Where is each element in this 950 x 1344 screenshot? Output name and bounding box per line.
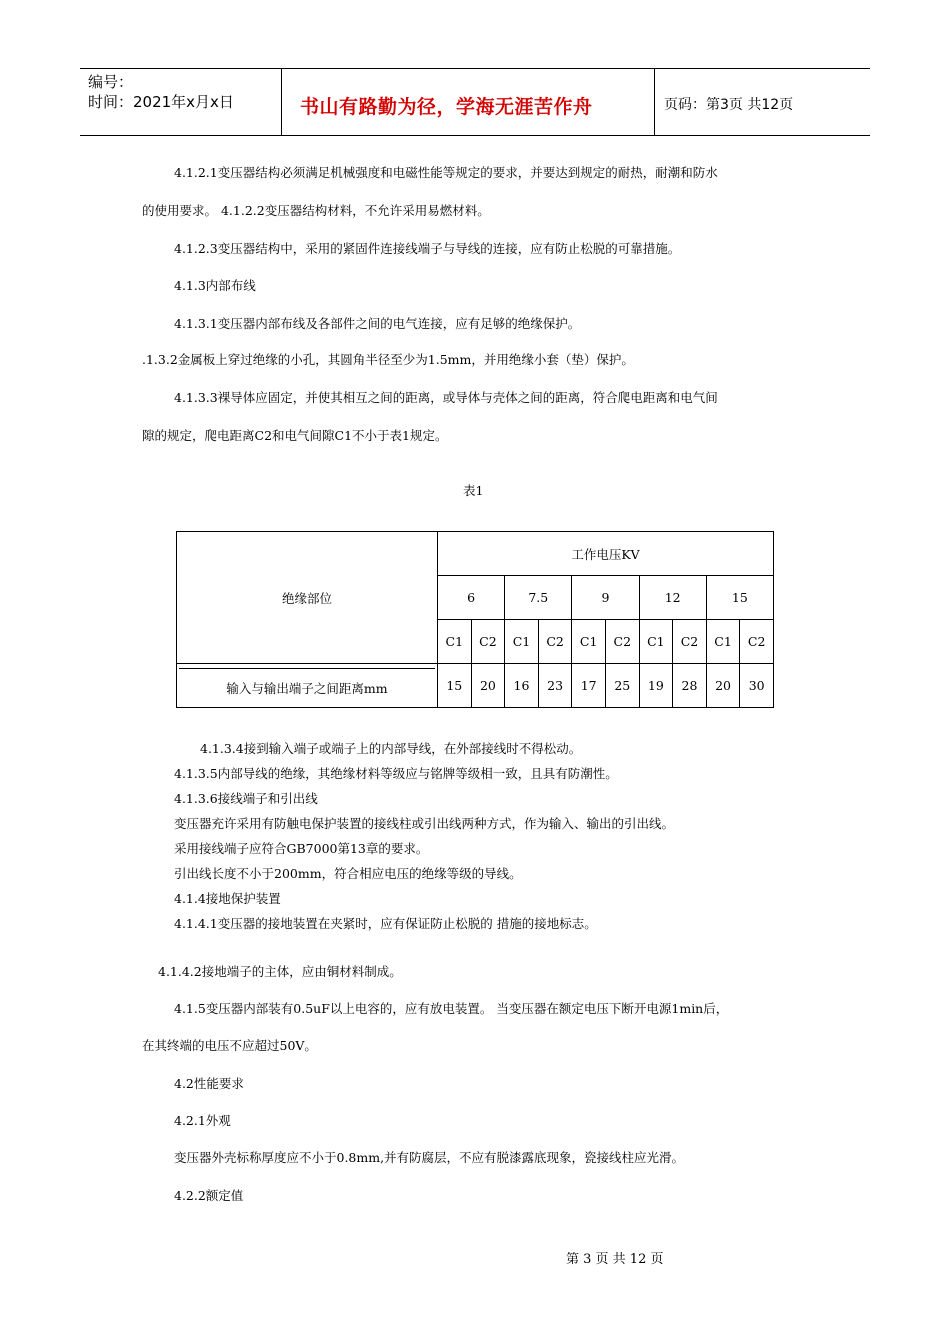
header-divider-right xyxy=(654,68,655,136)
subheader-cell: C2 xyxy=(740,620,774,664)
header-bottom-rule xyxy=(80,135,870,136)
page-footer: 第 3 页 共 12 页 xyxy=(566,1252,664,1267)
value-cell: 15 xyxy=(438,664,472,708)
paragraph: 采用接线端子应符合GB7000第13章的要求。 xyxy=(174,841,429,856)
clearance-table xyxy=(176,531,774,708)
subheader-cell: C1 xyxy=(706,620,740,664)
row-label-cell xyxy=(177,664,438,708)
table-caption: 表1 xyxy=(463,483,484,498)
paragraph: 4.1.3.3裸导体应固定，并使其相互之间的距离，或导体与壳体之间的距离，符合爬电距离和电气间 xyxy=(174,390,718,405)
voltage-cell: 7.5 xyxy=(505,576,572,620)
paragraph: 变压器外壳标称厚度应不小于0.8mm,并有防腐层，不应有脱漆露底现象，瓷接线柱应光滑。 xyxy=(174,1150,685,1165)
subheader-cell: C1 xyxy=(438,620,472,664)
value-cell: 25 xyxy=(605,664,639,708)
header-top-rule xyxy=(80,68,870,69)
subheader-cell: C2 xyxy=(471,620,505,664)
value-cell: 20 xyxy=(706,664,740,708)
paragraph: 隙的规定，爬电距离C2和电气间隙C1不小于表1规定。 xyxy=(142,428,448,443)
section-heading: 4.1.3内部布线 xyxy=(174,278,256,293)
voltage-cell: 15 xyxy=(706,576,773,620)
header-divider-left xyxy=(281,68,282,136)
subheader-cell: C2 xyxy=(673,620,707,664)
paragraph: .1.3.2金属板上穿过绝缘的小孔，其圆角半径至少为1.5mm，并用绝缘小套（垫）保护。 xyxy=(142,352,634,367)
paragraph: 4.1.2.1变压器结构必须满足机械强度和电磁性能等规定的要求，并要达到规定的耐热，耐潮和防水 xyxy=(174,165,718,180)
subheader-cell: C2 xyxy=(605,620,639,664)
table-header-part-label: 绝缘部位 xyxy=(281,590,332,606)
value-cell: 30 xyxy=(740,664,774,708)
value-cell: 28 xyxy=(673,664,707,708)
paragraph: 4.1.3.1变压器内部布线及各部件之间的电气连接，应有足够的绝缘保护。 xyxy=(174,316,581,331)
subheader-cell: C1 xyxy=(505,620,539,664)
paragraph: 4.1.2.3变压器结构中，采用的紧固件连接线端子与导线的连接，应有防止松脱的可靠措施。 xyxy=(174,241,681,256)
section-heading: 4.2.2额定值 xyxy=(174,1188,244,1203)
table-header-voltage xyxy=(438,532,774,576)
subheader-cell: C1 xyxy=(639,620,673,664)
row-label: 输入与输出端子之间距离mm xyxy=(226,681,388,696)
paragraph: 引出线长度不小于200mm，符合相应电压的绝缘等级的导线。 xyxy=(174,866,522,881)
section-heading: 4.2性能要求 xyxy=(174,1076,244,1091)
paragraph: 的使用要求。 4.1.2.2变压器结构材料，不允许采用易燃材料。 xyxy=(142,203,490,218)
table-header-voltage-label: 工作电压KV xyxy=(571,546,640,562)
table-header-part xyxy=(177,532,438,664)
doc-number-label: 编号： xyxy=(88,73,134,91)
subheader-cell: C1 xyxy=(572,620,606,664)
subheader-cell: C2 xyxy=(538,620,572,664)
section-heading: 4.2.1外观 xyxy=(174,1113,231,1128)
paragraph: 在其终端的电压不应超过50V。 xyxy=(142,1038,317,1053)
paragraph: 4.1.4.1变压器的接地装置在夹紧时，应有保证防止松脱的 措施的接地标志。 xyxy=(174,916,597,931)
value-cell: 23 xyxy=(538,664,572,708)
paragraph: 4.1.4.2接地端子的主体，应由铜材料制成。 xyxy=(158,964,402,979)
paragraph: 4.1.5变压器内部装有0.5uF以上电容的，应有放电装置。 当变压器在额定电压下断开电源1min后， xyxy=(174,1001,729,1016)
doc-time-label: 时间：2021年x月x日 xyxy=(88,93,234,111)
voltage-cell: 12 xyxy=(639,576,706,620)
header-motto: 书山有路勤为径，学海无涯苦作舟 xyxy=(300,96,593,118)
section-heading: 4.1.3.6接线端子和引出线 xyxy=(174,791,318,806)
value-cell: 17 xyxy=(572,664,606,708)
paragraph: 变压器充许采用有防触电保护装置的接线柱或引出线两种方式，作为输入、输出的引出线。 xyxy=(174,816,675,831)
value-cell: 16 xyxy=(505,664,539,708)
header-page-info: 页码：第3页 共12页 xyxy=(664,97,794,113)
paragraph: 4.1.3.4接到输入端子或端子上的内部导线，在外部接线时不得松动。 xyxy=(200,741,582,756)
value-cell: 20 xyxy=(471,664,505,708)
voltage-cell: 9 xyxy=(572,576,639,620)
voltage-cell: 6 xyxy=(438,576,505,620)
value-cell: 19 xyxy=(639,664,673,708)
section-heading: 4.1.4接地保护装置 xyxy=(174,891,281,906)
paragraph: 4.1.3.5内部导线的绝缘，其绝缘材料等级应与铭牌等级相一致，且具有防潮性。 xyxy=(174,766,618,781)
